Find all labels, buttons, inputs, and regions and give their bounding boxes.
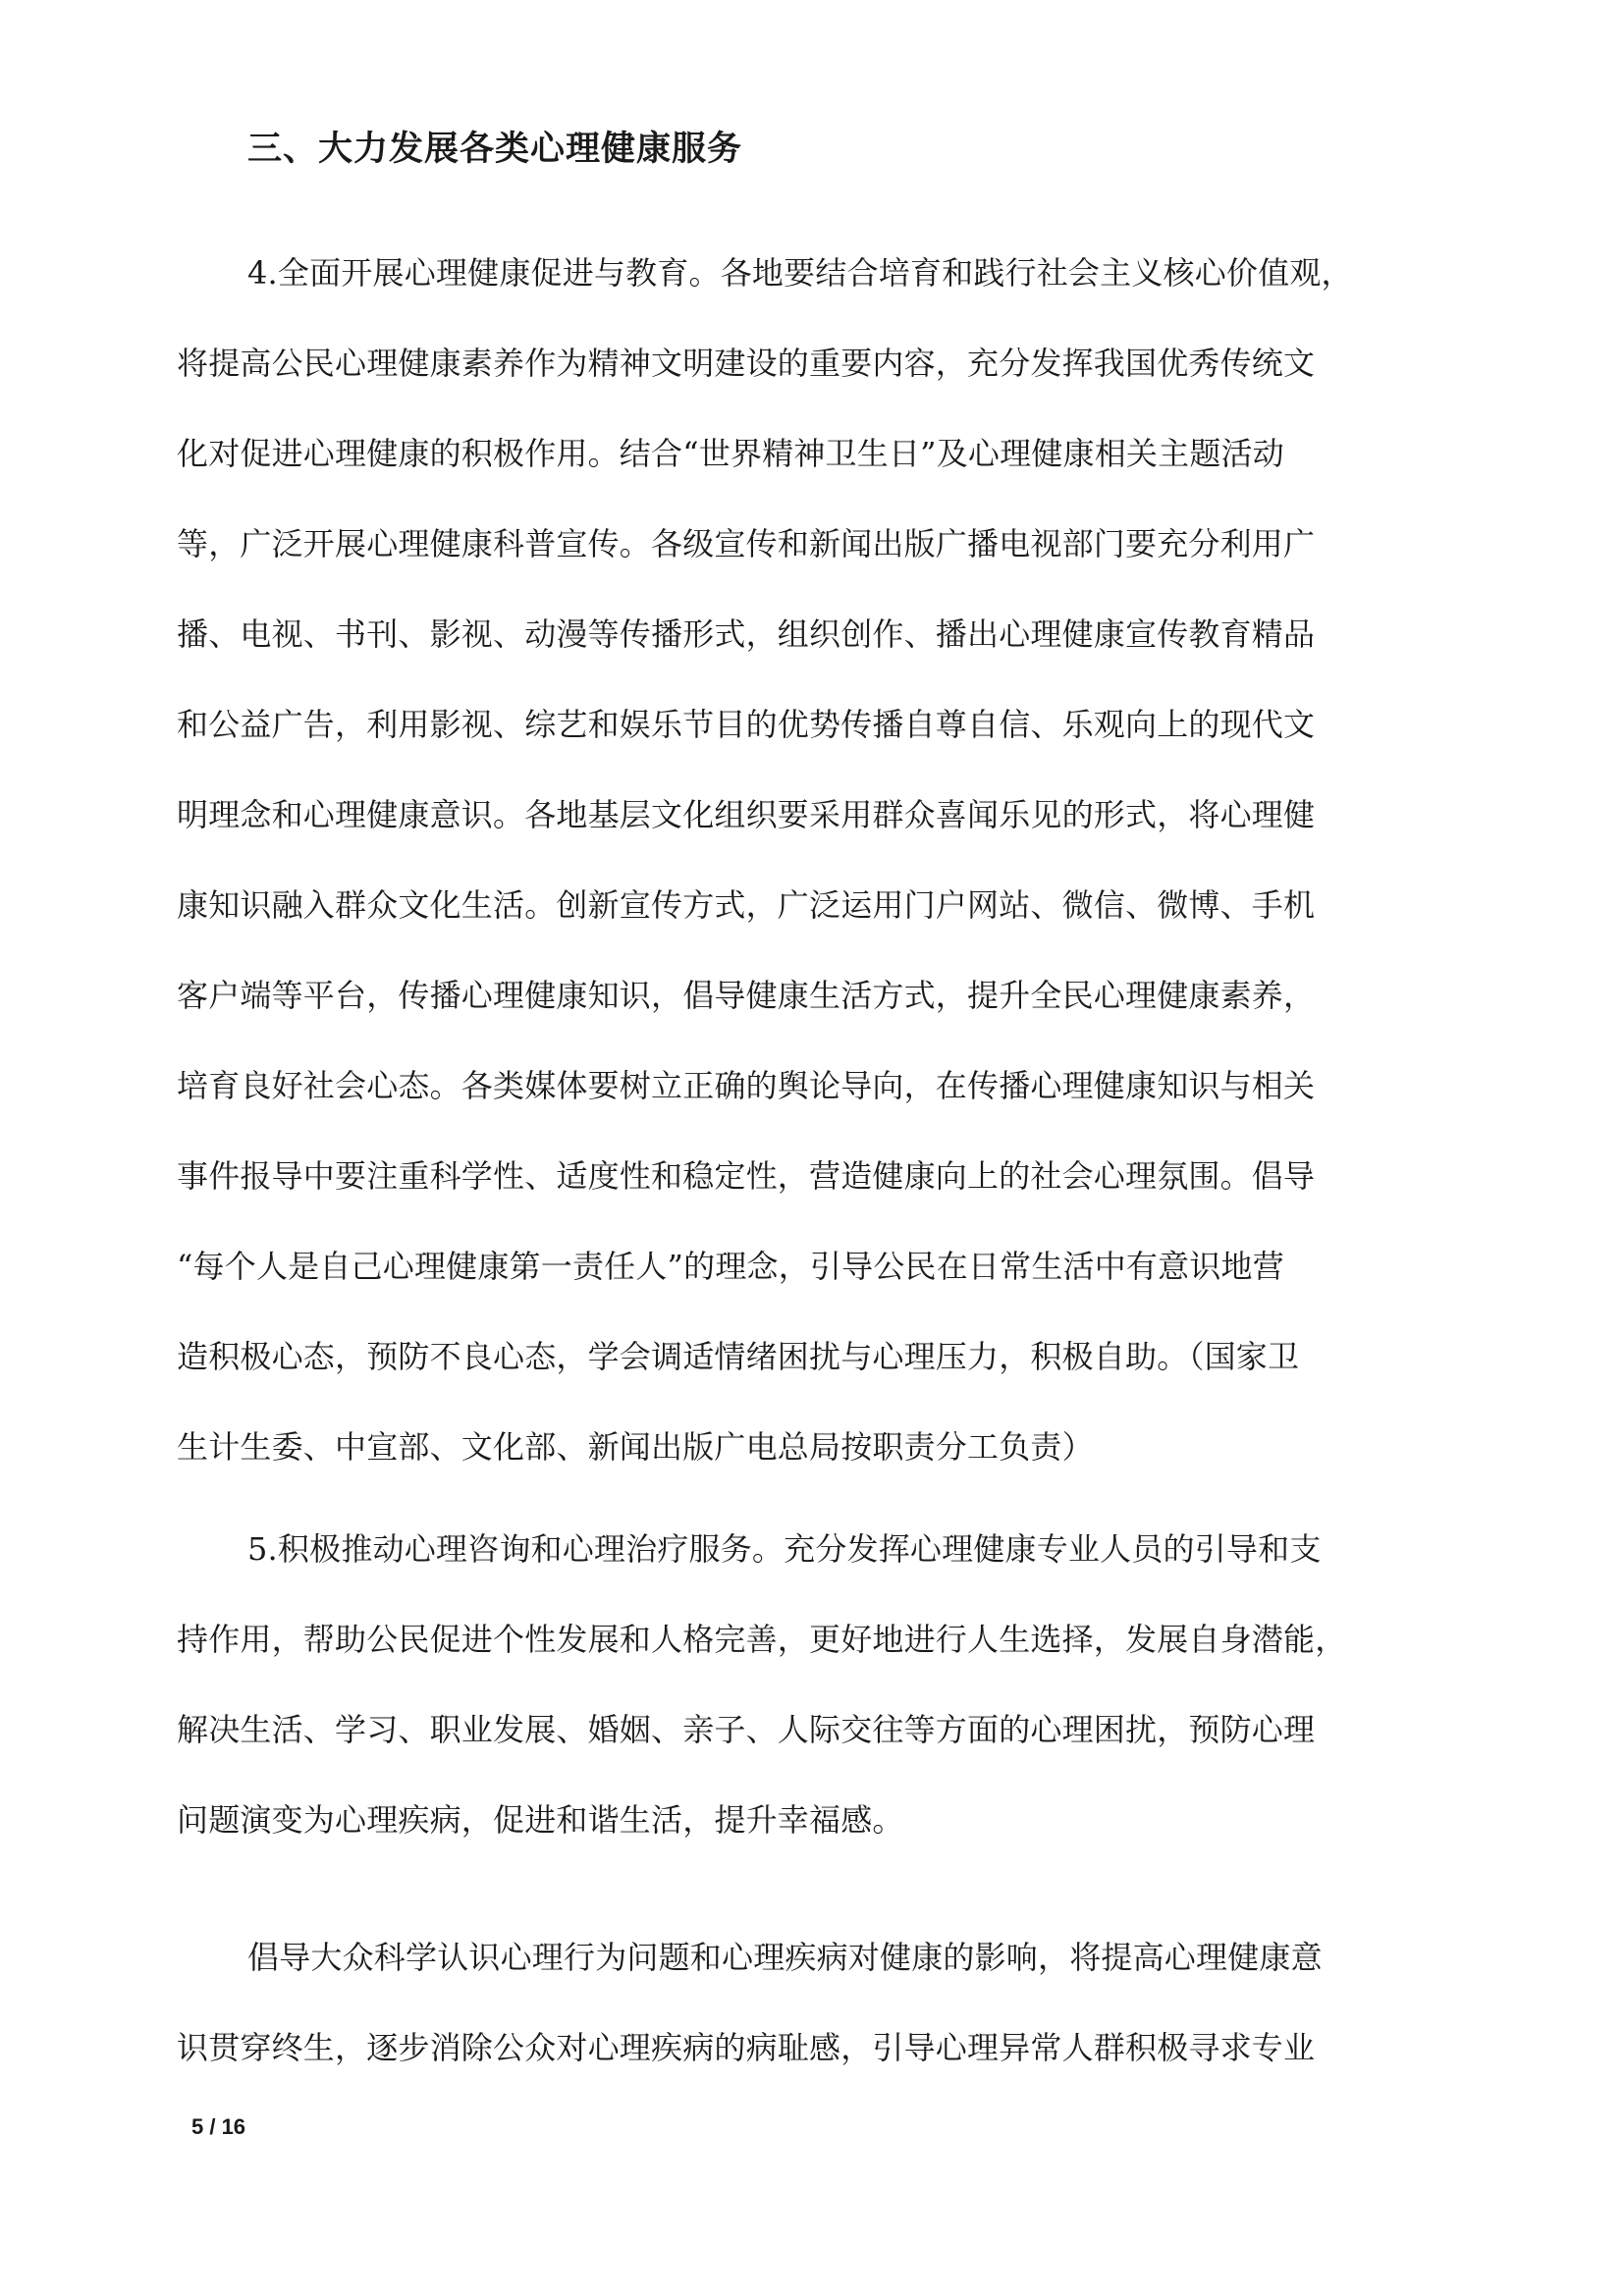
paragraph-line: 康知识融入群众文化生活。创新宣传方式，广泛运用门户网站、微信、微博、手机 <box>177 886 1316 924</box>
paragraph-line: 生计生委、中宣部、文化部、新闻出版广电总局按职责分工负责） <box>177 1428 1094 1466</box>
paragraph-line: 和公益广告，利用影视、综艺和娱乐节目的优势传播自尊自信、乐观向上的现代文 <box>177 706 1316 743</box>
paragraph-line: 培育良好社会心态。各类媒体要树立正确的舆论导向，在传播心理健康知识与相关 <box>177 1067 1316 1104</box>
paragraph-line: 造积极心态，预防不良心态，学会调适情绪困扰与心理压力，积极自助。（国家卫 <box>177 1338 1300 1375</box>
paragraph-line: 问题演变为心理疾病，促进和谐生活，提升幸福感。 <box>177 1801 904 1839</box>
paragraph-line: 播、电视、书刊、影视、动漫等传播形式，组织创作、播出心理健康宣传教育精品 <box>177 615 1316 653</box>
paragraph-line: 等，广泛开展心理健康科普宣传。各级宣传和新闻出版广播电视部门要充分利用广 <box>177 525 1316 562</box>
paragraph-line: 解决生活、学习、职业发展、婚姻、亲子、人际交往等方面的心理困扰，预防心理 <box>177 1711 1316 1748</box>
paragraph-line: “每个人是自己心理健康第一责任人”的理念，引导公民在日常生活中有意识地营 <box>177 1248 1284 1285</box>
paragraph-line: 持作用，帮助公民促进个性发展和人格完善，更好地进行人生选择，发展自身潜能， <box>177 1621 1347 1658</box>
paragraph-4 <box>177 228 1453 1492</box>
paragraph-line: 化对促进心理健康的积极作用。结合“世界精神卫生日”及心理健康相关主题活动 <box>177 435 1284 472</box>
page-number: 5 / 16 <box>191 2114 246 2139</box>
paragraph-line: 倡导大众科学认识心理行为问题和心理疾病对健康的影响，将提高心理健康意 <box>247 1939 1323 1976</box>
paragraph-line: 识贯穿终生，逐步消除公众对心理疾病的病耻感，引导心理异常人群积极寻求专业 <box>177 2029 1316 2066</box>
paragraph-line: 4.全面开展心理健康促进与教育。各地要结合培育和践行社会主义核心价值观， <box>247 254 1353 292</box>
paragraph-line: 明理念和心理健康意识。各地基层文化组织要采用群众喜闻乐见的形式，将心理健 <box>177 796 1316 833</box>
section-heading: 三、大力发展各类心理健康服务 <box>247 130 743 169</box>
paragraph-line: 客户端等平台，传播心理健康知识，倡导健康生活方式，提升全民心理健康素养， <box>177 977 1316 1014</box>
paragraph-line: 5.积极推动心理咨询和心理治疗服务。充分发挥心理健康专业人员的引导和支 <box>247 1530 1322 1568</box>
paragraph-line: 将提高公民心理健康素养作为精神文明建设的重要内容，充分发挥我国优秀传统文 <box>177 345 1316 382</box>
paragraph-line: 事件报导中要注重科学性、适度性和稳定性，营造健康向上的社会心理氛围。倡导 <box>177 1157 1316 1195</box>
paragraph-6 <box>177 1912 1453 2093</box>
paragraph-5 <box>177 1504 1453 1865</box>
